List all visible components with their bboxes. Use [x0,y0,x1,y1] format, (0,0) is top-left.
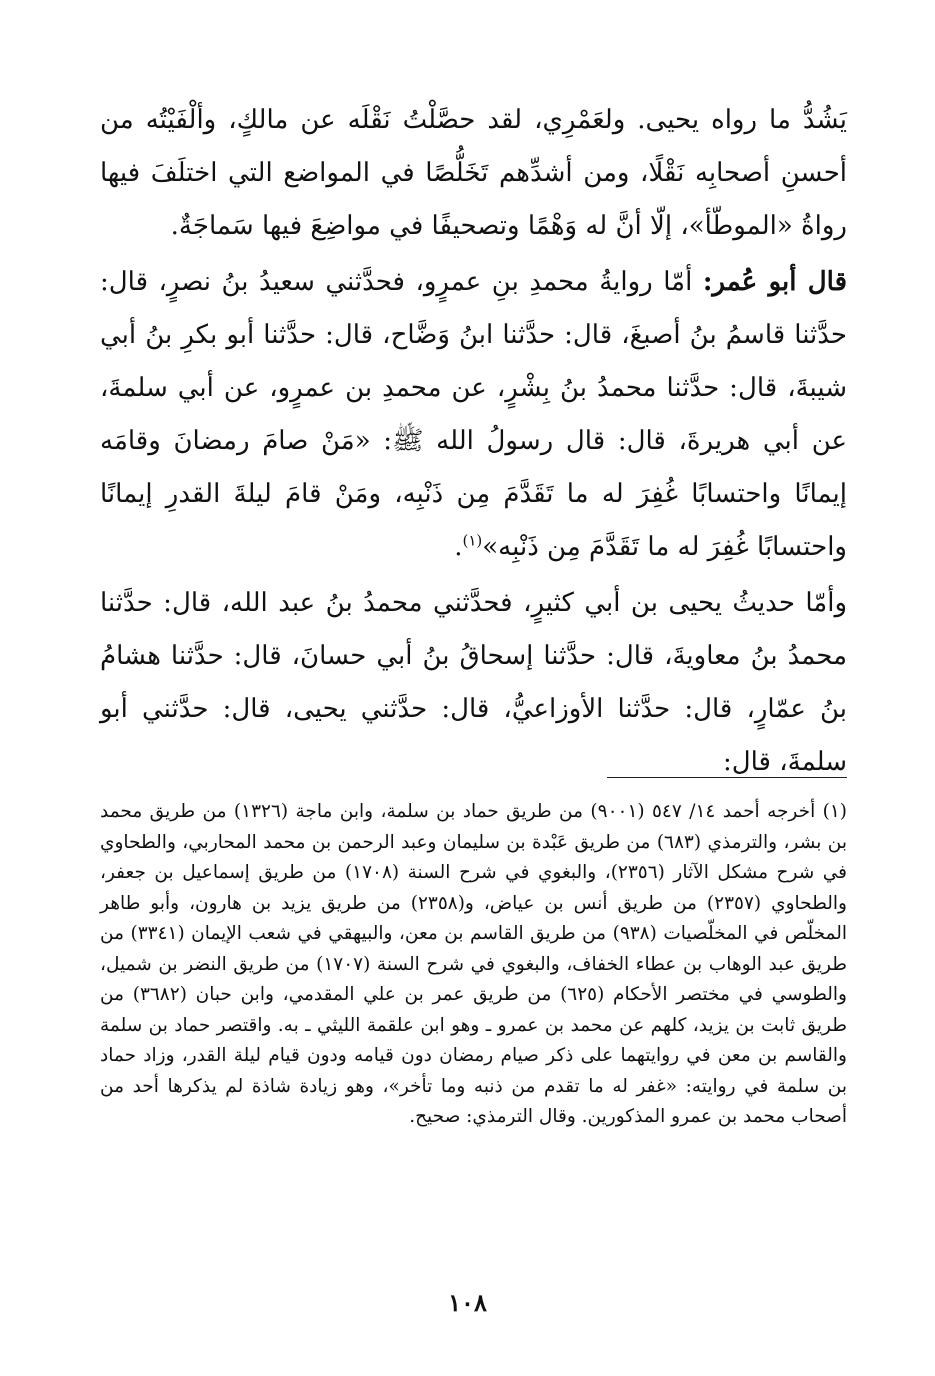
main-text [100,94,847,789]
footnote-reference: (١) [462,531,483,550]
paragraph-1 [100,94,847,253]
footnote-1-text: (١) أخرجه أحمد ١٤/ ٥٤٧ (٩٠٠١) من طريق حماد بن سلمة، وابن ماجة (١٣٢٦) من طريق محمد بن بشر، والترمذي (٦٨٣) من طريق عَبْدة بن سليمان وعبد الرحمن بن محمد المحاربي، والطحاوي في شرح مشكل الآثار (٢٣٥٦)، والبغوي في شرح السنة (١٧٠٨) من طريق إسماعيل بن جعفر، والطحاوي (٢٣٥٧) من طريق أنس بن عياض، و(٢٣٥٨) من طريق يزيد بن هارون، وأبو طاهر المخلّص في المخلّصيات (٩٣٨) من طريق القاسم بن معن، والبيهقي في شعب الإيمان (٣٣٤١) من طريق عبد الوهاب بن عطاء الخفاف، والبغوي في شرح السنة (١٧٠٧) من طريق النضر بن شميل، والطوسي في مختصر الأحكام (٦٢٥) من طريق عمر بن علي المقدمي، وابن حبان (٣٦٨٢) من طريق ثابت بن يزيد، كلهم عن محمد بن عمرو ـ وهو ابن علقمة الليثي ـ به. واقتصر حماد بن سلمة والقاسم بن معن في روايتهما على ذكر صيام رمضان دون قيامه ودون قيام ليلة القدر، وزاد حماد بن سلمة في روايته: «غفر له ما تقدم من ذنبه وما تأخر»، وهو زيادة شاذة لم يذكرها أحد من أصحاب محمد بن عمرو المذكورين. وقال الترمذي: صحيح. [100,801,847,1127]
speaker-label: قال أبو عُمر: [702,267,848,297]
footnote-separator [607,777,847,778]
paragraph-2-text: أمّا روايةُ محمدِ بنِ عمرٍو، فحدَّثني سعيدُ بنُ نصرٍ، قال: حدَّثنا قاسمُ بنُ أصبغَ، قال: حدَّثنا ابنُ وَضَّاح، قال: حدَّثنا أبو بكرِ بنُ أبي شيبةَ، قال: حدَّثنا محمدُ بنُ بِشْرٍ، عن محمدِ بن عمرٍو، عن أبي سلمةَ، عن أبي هريرةَ، قال: قال رسولُ الله ﷺ: «مَنْ صامَ رمضانَ وقامَه إيمانًا واحتسابًا غُفِرَ له ما تَقَدَّمَ مِن ذَنْبِه، ومَنْ قامَ ليلةَ القدرِ إيمانًا واحتسابًا غُفِرَ له ما تَقَدَّمَ مِن ذَنْبِه» [100,267,847,562]
footnote-1 [100,797,847,1133]
paragraph-2-end: . [454,532,463,562]
paragraph-1-text: يَشُدُّ ما رواه يحيى. ولعَمْرِي، لقد حصَّلْتُ نَقْلَه عن مالكٍ، وألْفَيْتُه من أحسنِ أصحابِه نَقْلًا، ومن أشدِّهم تَخَلُّصًا في المواضع التي اختلَفَ فيها رواةُ «الموطّأ»، إلّا أنَّ له وَهْمًا وتصحيفًا في مواضِعَ فيها سَماجَةٌ. [100,105,847,241]
page-number: ١٠٨ [448,1288,487,1317]
paragraph-2 [100,256,847,574]
footnotes [100,797,847,1133]
paragraph-3 [100,577,847,789]
paragraph-3-text: وأمّا حديثُ يحيى بن أبي كثيرٍ، فحدَّثني محمدُ بنُ عبد الله، قال: حدَّثنا محمدُ بنُ معاويةَ، قال: حدَّثنا إسحاقُ بنُ أبي حسانَ، قال: حدَّثنا هشامُ بنُ عمّارٍ، قال: حدَّثنا الأوزاعيُّ، قال: حدَّثني يحيى، قال: حدَّثني أبو سلمةَ، قال: [100,588,847,777]
